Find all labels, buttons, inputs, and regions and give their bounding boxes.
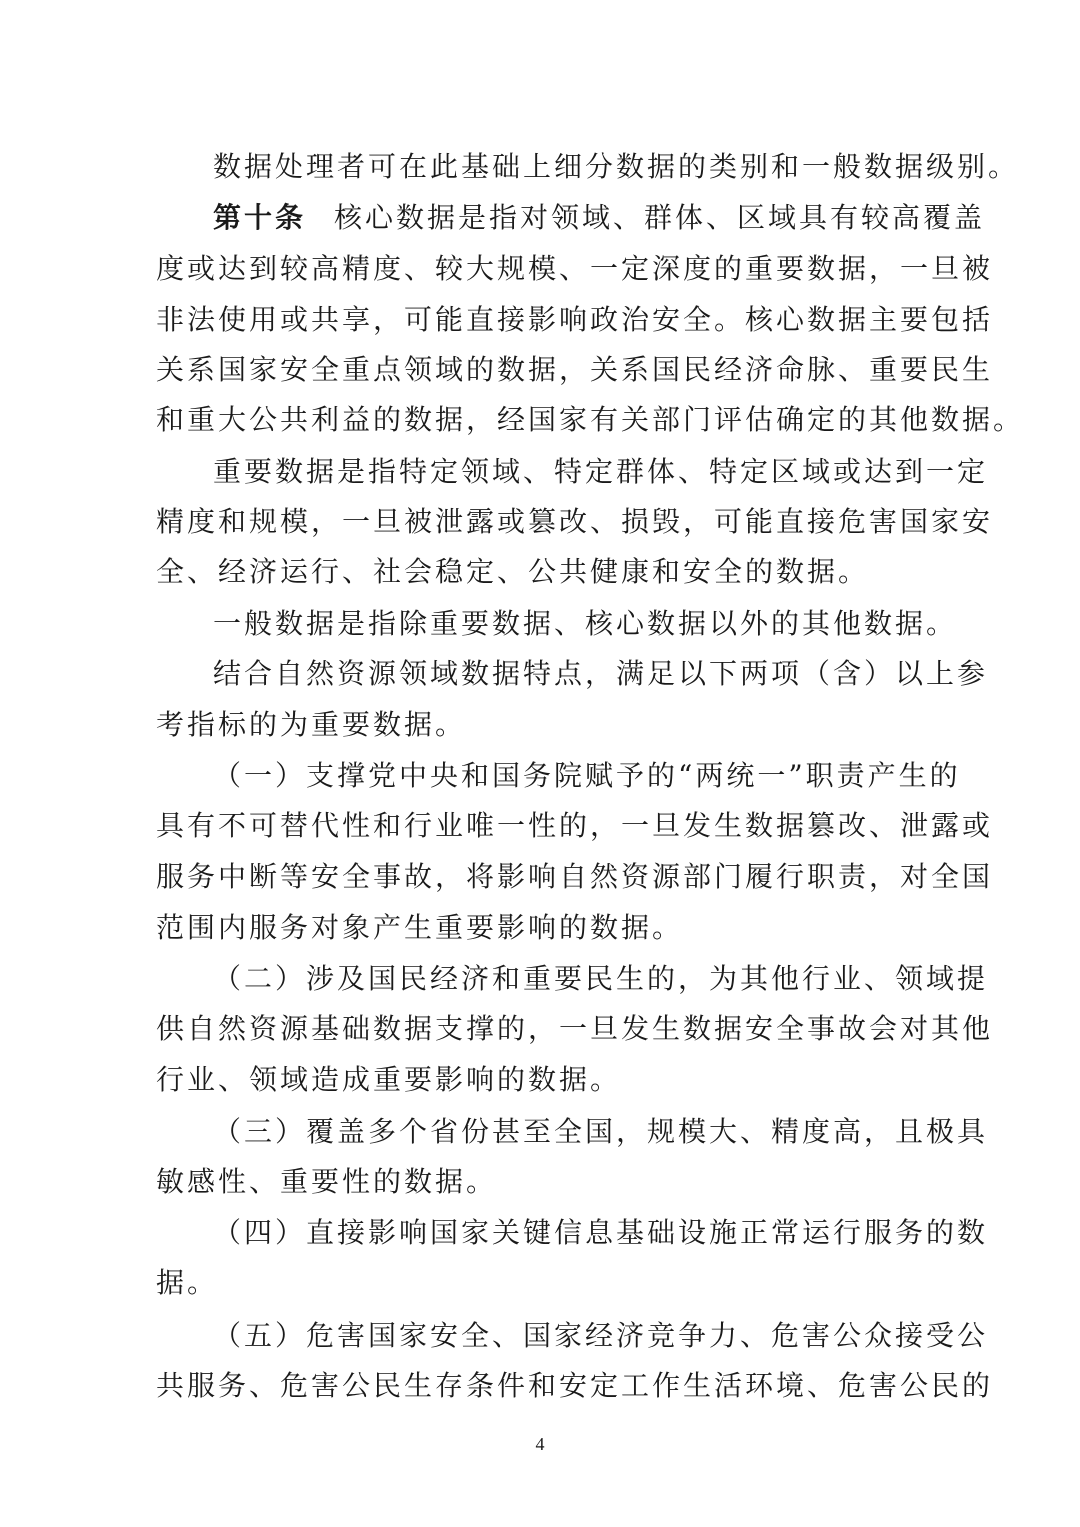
text-line: 关系国家安全重点领域的数据，关系国民经济命脉、重要民生	[156, 353, 994, 386]
text-line: 非法使用或共享，可能直接影响政治安全。核心数据主要包括	[156, 303, 994, 336]
text-line: 和重大公共利益的数据，经国家有关部门评估确定的其他数据。	[156, 403, 1025, 436]
text-line: 共服务、危害公民生存条件和安定工作生活环境、危害公民的	[156, 1369, 994, 1402]
list-item-5: （五）危害国家安全、国家经济竞争力、危害公众接受公	[213, 1319, 989, 1352]
text-line: 考指标的为重要数据。	[156, 708, 467, 741]
list-item-3: （三）覆盖多个省份甚至全国，规模大、精度高，且极具	[213, 1115, 989, 1148]
text-line: 敏感性、重要性的数据。	[156, 1165, 498, 1198]
text-line: 全、经济运行、社会稳定、公共健康和安全的数据。	[156, 555, 870, 588]
text-line: 一般数据是指除重要数据、核心数据以外的其他数据。	[213, 607, 958, 640]
text-line: 精度和规模，一旦被泄露或篡改、损毁，可能直接危害国家安	[156, 505, 994, 538]
text-line: 范围内服务对象产生重要影响的数据。	[156, 911, 684, 944]
list-item-1: （一）支撑党中央和国务院赋予的“两统一”职责产生的	[213, 759, 961, 792]
page-number: 4	[535, 1434, 545, 1454]
article-line	[213, 193, 986, 243]
text-line: 据。	[156, 1266, 219, 1299]
list-item-2: （二）涉及国民经济和重要民生的，为其他行业、领域提	[213, 962, 989, 995]
text-line: 服务中断等安全事故，将影响自然资源部门履行职责，对全国	[156, 860, 994, 893]
text-line: 供自然资源基础数据支撑的，一旦发生数据安全事故会对其他	[156, 1012, 994, 1045]
text-line: 数据处理者可在此基础上细分数据的类别和一般数据级别。	[213, 150, 1020, 183]
text-line: 度或达到较高精度、较大规模、一定深度的重要数据，一旦被	[156, 252, 994, 285]
text-line: 重要数据是指特定领域、特定群体、特定区域或达到一定	[213, 455, 989, 488]
article-text: 核心数据是指对领域、群体、区域具有较高覆盖	[334, 201, 986, 234]
article-heading: 第十条	[213, 201, 307, 234]
text-line: 行业、领域造成重要影响的数据。	[156, 1063, 622, 1096]
text-line: 具有不可替代性和行业唯一性的，一旦发生数据篡改、泄露或	[156, 809, 994, 842]
list-item-4: （四）直接影响国家关键信息基础设施正常运行服务的数	[213, 1216, 989, 1249]
text-line: 结合自然资源领域数据特点，满足以下两项（含）以上参	[213, 657, 989, 690]
